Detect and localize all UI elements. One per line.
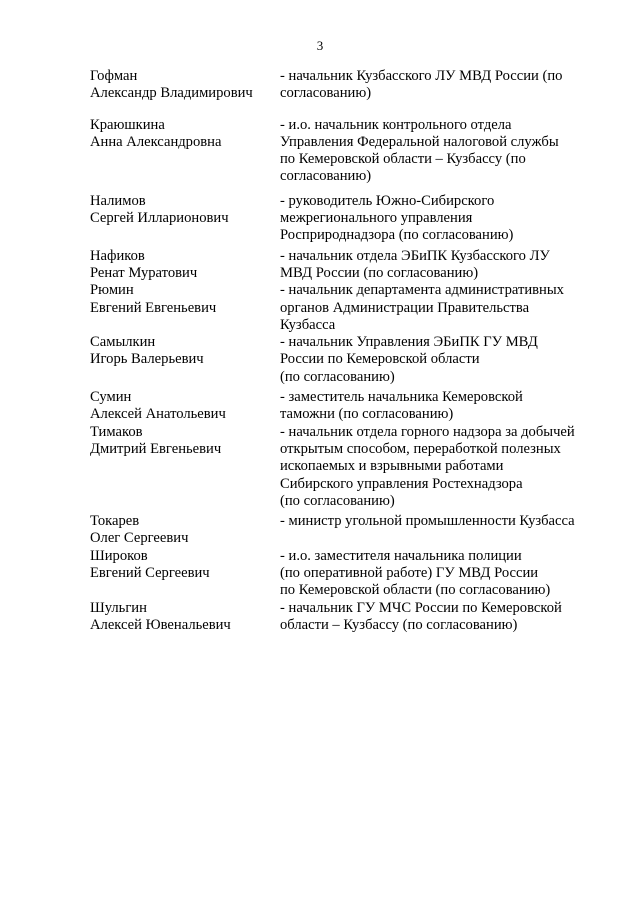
person-name: Токарев Олег Сергеевич [90, 513, 189, 547]
person-role: - начальник отдела горного надзора за добычей открытым способом, переработкой полезных ископаемых и взрывными работами Сибирского управления Ростехнадзора (по согласованию) [280, 423, 575, 509]
list-item [90, 389, 610, 424]
person-name: Гофман Александр Владимирович [90, 68, 253, 102]
person-name: Широков Евгений Сергеевич [90, 547, 210, 582]
person-role: - начальник Кузбасского ЛУ МВД России (по согласованию) [280, 68, 563, 102]
members-list [90, 68, 610, 634]
person-role: - начальник ГУ МЧС России по Кемеровской области – Кузбассу (по согласованию) [280, 599, 562, 633]
person-role: - министр угольной промышленности Кузбасса [280, 513, 575, 530]
person-role: - руководитель Южно-Сибирского межрегионального управления Росприроднадзора (по согласованию) [280, 192, 514, 244]
person-name: Краюшкина Анна Александровна [90, 116, 222, 150]
page-number: 3 [316, 38, 324, 53]
list-item [90, 117, 610, 186]
person-role: - начальник департамента административных органов Администрации Правительства Кузбасса [280, 282, 564, 333]
list-item [90, 600, 610, 635]
person-name: Рюмин Евгений Евгеньевич [90, 282, 217, 316]
person-role: - начальник отдела ЭБиПК Кузбасского ЛУ МВД России (по согласованию) [280, 247, 550, 281]
person-name: Тимаков Дмитрий Евгеньевич [90, 423, 222, 457]
list-item [90, 424, 610, 510]
list-item [90, 513, 610, 548]
list-item [90, 334, 610, 386]
list-item [90, 248, 610, 283]
person-name: Сумин Алексей Анатольевич [90, 389, 226, 423]
person-role: - заместитель начальника Кемеровской таможни (по согласованию) [280, 389, 523, 423]
person-name: Налимов Сергей Илларионович [90, 192, 229, 227]
list-item [90, 282, 610, 334]
list-item [90, 68, 610, 103]
person-role: - и.о. начальник контрольного отдела Управления Федеральной налоговой службы по Кемеровской области – Кузбассу (по согласованию) [280, 116, 559, 185]
person-name: Шульгин Алексей Ювенальевич [90, 599, 231, 633]
person-role: - начальник Управления ЭБиПК ГУ МВД России по Кемеровской области (по согласованию) [280, 334, 538, 385]
list-item [90, 548, 610, 600]
list-item [90, 193, 610, 245]
person-name: Самылкин Игорь Валерьевич [90, 334, 204, 368]
person-role: - и.о. заместителя начальника полиции (по оперативной работе) ГУ МВД России по Кемеровской области (по согласованию) [280, 547, 551, 599]
person-name: Нафиков Ренат Муратович [90, 247, 198, 281]
